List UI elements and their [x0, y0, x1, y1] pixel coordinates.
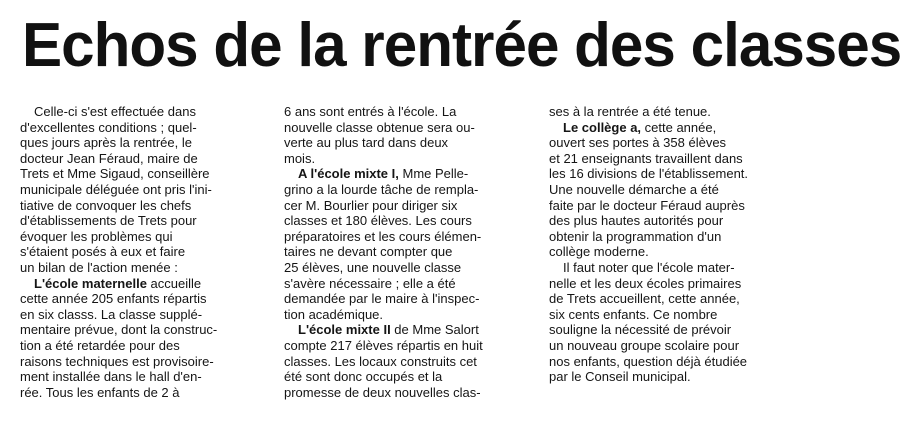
article-line — [284, 369, 544, 385]
article-line — [549, 276, 797, 292]
article-line — [284, 291, 544, 307]
article-line — [549, 104, 797, 120]
article-line — [549, 120, 797, 136]
line-text: ses à la rentrée a été tenue. — [549, 104, 711, 119]
article-line — [20, 166, 275, 182]
article-line — [549, 307, 797, 323]
line-text: tion académique. — [284, 306, 384, 322]
line-text: Une nouvelle démarche a été — [549, 181, 719, 197]
article-line — [549, 151, 797, 167]
article-line — [20, 120, 275, 136]
subheading: Le collège a, — [563, 119, 642, 135]
line-text: tiative de convoquer les chefs — [20, 197, 192, 213]
article-line — [549, 260, 797, 276]
subheading: A l'école mixte I, — [298, 166, 399, 182]
line-text: collège moderne. — [549, 244, 649, 260]
article-column-2 — [284, 104, 544, 400]
line-text: grino a la lourde tâche de rempla- — [284, 181, 479, 197]
line-text: Mme Pelle- — [398, 166, 469, 182]
line-text: classes et 180 élèves. Les cours — [284, 213, 472, 229]
line-text: des plus hautes autorités pour — [549, 213, 724, 229]
line-text: 6 ans sont entrés à l'école. La — [284, 104, 457, 119]
article-line — [284, 244, 544, 260]
line-text: de Trets accueillent, cette année, — [549, 291, 740, 307]
line-text: d'établissements de Trets pour — [20, 213, 197, 229]
line-text: obtenir la programmation d'un — [549, 228, 722, 244]
article-line — [284, 135, 544, 151]
line-text: un nouveau groupe scolaire pour — [549, 337, 740, 353]
line-text: docteur Jean Féraud, maire de — [20, 150, 198, 166]
article-line — [20, 182, 275, 198]
line-text: mentaire prévue, dont la construc- — [20, 322, 218, 338]
line-text: ques jours après la rentrée, le — [20, 135, 192, 151]
line-text: six cents enfants. Ce nombre — [549, 306, 718, 322]
line-text: cer M. Bourlier pour diriger six — [284, 197, 458, 213]
line-text: s'étaient posés à eux et faire — [20, 244, 186, 260]
article-line — [20, 260, 275, 276]
article-line — [20, 276, 275, 292]
article-line — [20, 135, 275, 151]
article-column-3 — [549, 104, 797, 385]
line-text: nouvelle classe obtenue sera ou- — [284, 119, 475, 135]
line-text: municipale déléguée ont pris l'ini- — [20, 181, 212, 197]
line-text: ment installée dans le hall d'en- — [20, 369, 202, 385]
article-line — [549, 198, 797, 214]
line-text: Trets et Mme Sigaud, conseillère — [20, 166, 210, 182]
article-line — [284, 354, 544, 370]
article-line — [20, 213, 275, 229]
line-text: nelle et les deux écoles primaires — [549, 275, 742, 291]
article-line — [20, 307, 275, 323]
article-line — [20, 198, 275, 214]
article-line — [284, 322, 544, 338]
line-text: 25 élèves, une nouvelle classe — [284, 259, 462, 275]
line-text: taires ne devant compter que — [284, 244, 453, 260]
line-text: d'excellentes conditions ; quel- — [20, 119, 197, 135]
line-text: faite par le docteur Féraud auprès — [549, 197, 745, 213]
line-text: été sont donc occupés et la — [284, 369, 443, 385]
line-text: préparatoires et les cours élémen- — [284, 228, 482, 244]
article-line — [549, 244, 797, 260]
line-text: un bilan de l'action menée : — [20, 259, 178, 275]
article-line — [549, 229, 797, 245]
article-line — [20, 151, 275, 167]
subheading: L'école maternelle — [34, 275, 147, 291]
line-text: évoquer les problèmes qui — [20, 228, 173, 244]
article-line — [549, 166, 797, 182]
line-text: Il faut noter que l'école mater- — [563, 259, 735, 275]
headline: Echos de la rentrée des classes — [22, 11, 901, 80]
line-text: par le Conseil municipal. — [549, 369, 691, 385]
line-text: raisons techniques est provisoire- — [20, 353, 214, 369]
line-text: ouvert ses portes à 358 élèves — [549, 135, 727, 151]
article-line — [284, 307, 544, 323]
line-text: promesse de deux nouvelles clas- — [284, 384, 481, 400]
line-text: compte 217 élèves répartis en huit — [284, 337, 483, 353]
article-line — [20, 291, 275, 307]
line-text: tion a été retardée pour des — [20, 337, 180, 353]
article-line — [549, 354, 797, 370]
article-line — [549, 213, 797, 229]
line-text: les 16 divisions de l'établissement. — [549, 166, 749, 182]
article-line — [20, 229, 275, 245]
line-text: s'avère nécessaire ; elle a été — [284, 275, 456, 291]
line-text: et 21 enseignants travaillent dans — [549, 150, 743, 166]
article-line — [284, 198, 544, 214]
line-text: cette année 205 enfants répartis — [20, 291, 207, 307]
article-line — [284, 151, 544, 167]
article-line — [549, 291, 797, 307]
line-text: rée. Tous les enfants de 2 à — [20, 384, 180, 400]
line-text: de Mme Salort — [390, 322, 479, 338]
line-text: nos enfants, question déjà étudiée — [549, 353, 748, 369]
article-line — [284, 260, 544, 276]
article-line — [20, 244, 275, 260]
article-line — [20, 322, 275, 338]
article-line — [284, 120, 544, 136]
subheading: L'école mixte II — [298, 322, 391, 338]
line-text: Celle-ci s'est effectuée dans — [34, 104, 196, 119]
article-line — [20, 385, 275, 401]
line-text: mois. — [284, 150, 316, 166]
line-text: demandée par le maire à l'inspec- — [284, 291, 480, 307]
line-text: souligne la nécessité de prévoir — [549, 322, 732, 338]
article-line — [284, 338, 544, 354]
article-line — [549, 369, 797, 385]
article-line — [20, 338, 275, 354]
article-line — [284, 276, 544, 292]
line-text: cette année, — [641, 119, 717, 135]
article-line — [284, 182, 544, 198]
article-line — [284, 213, 544, 229]
article-line — [20, 104, 275, 120]
line-text: classes. Les locaux construits cet — [284, 353, 477, 369]
article-line — [284, 104, 544, 120]
article-line — [284, 385, 544, 401]
article-line — [20, 354, 275, 370]
line-text: accueille — [146, 275, 202, 291]
article-line — [284, 229, 544, 245]
article-column-1 — [20, 104, 275, 400]
article-line — [549, 338, 797, 354]
article-line — [284, 166, 544, 182]
line-text: verte au plus tard dans deux — [284, 135, 449, 151]
article-line — [549, 322, 797, 338]
line-text: en six classs. La classe supplé- — [20, 306, 203, 322]
article-line — [549, 182, 797, 198]
article-line — [20, 369, 275, 385]
article-line — [549, 135, 797, 151]
